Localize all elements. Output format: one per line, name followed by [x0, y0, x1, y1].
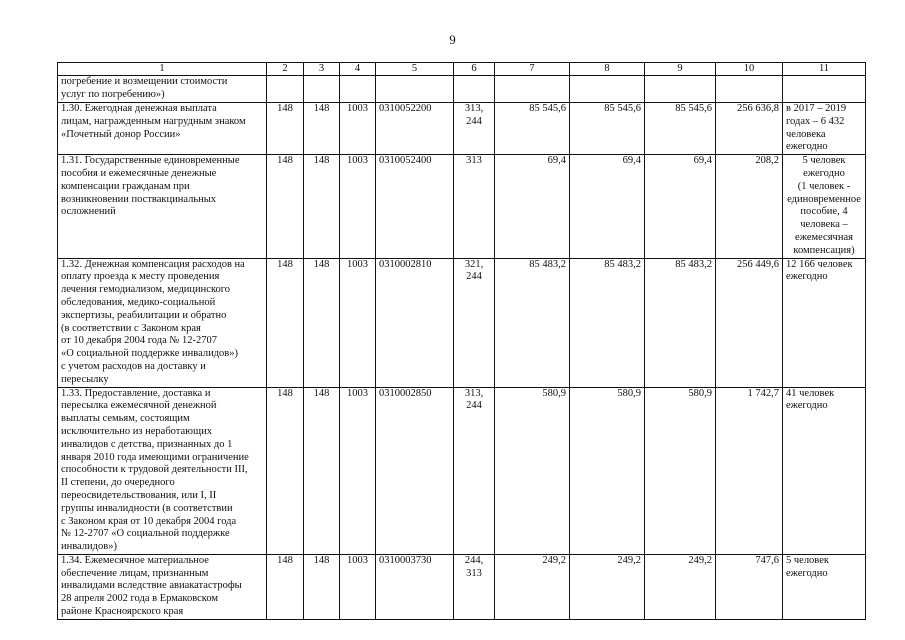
row-description: погребение и возмещении стоимости услуг по погребению»): [58, 76, 267, 103]
cell-col10: 256 449,6: [716, 258, 783, 387]
cell-col3: 148: [304, 554, 340, 619]
cell-col2: [267, 76, 304, 103]
cell-col4: 1003: [340, 155, 376, 258]
table-body: [58, 63, 866, 620]
cell-col2: 148: [267, 387, 304, 554]
cell-col9: 69,4: [645, 155, 716, 258]
row-description: 1.31. Государственные единовременные пособия и ежемесячные денежные компенсации гражданам при возникновении поствакцинальных осложнений: [58, 155, 267, 258]
cell-col7: 69,4: [495, 155, 570, 258]
cell-col5: 0310002810: [376, 258, 454, 387]
cell-col2: 148: [267, 103, 304, 155]
cell-col2: 148: [267, 258, 304, 387]
cell-col11: 12 166 человек ежегодно: [783, 258, 866, 387]
cell-col5: 0310052400: [376, 155, 454, 258]
column-header: 8: [570, 63, 645, 76]
cell-col5: 0310003730: [376, 554, 454, 619]
page-number: 9: [449, 32, 456, 47]
cell-col9: [645, 76, 716, 103]
column-header: 3: [304, 63, 340, 76]
table-header-row: [58, 63, 866, 76]
cell-col10: 208,2: [716, 155, 783, 258]
table-row: [58, 155, 866, 258]
column-header: 9: [645, 63, 716, 76]
table-row: [58, 76, 866, 103]
cell-col10: 747,6: [716, 554, 783, 619]
cell-col6: 313, 244: [454, 103, 495, 155]
cell-col10: 256 636,8: [716, 103, 783, 155]
table-row: [58, 554, 866, 619]
table-row: [58, 103, 866, 155]
table-row: [58, 258, 866, 387]
column-header: 6: [454, 63, 495, 76]
cell-col4: 1003: [340, 387, 376, 554]
cell-col6: 244, 313: [454, 554, 495, 619]
cell-col9: 580,9: [645, 387, 716, 554]
cell-col6: [454, 76, 495, 103]
cell-col8: 249,2: [570, 554, 645, 619]
cell-col7: 249,2: [495, 554, 570, 619]
column-header: 2: [267, 63, 304, 76]
cell-col8: 69,4: [570, 155, 645, 258]
column-header: 7: [495, 63, 570, 76]
cell-col2: 148: [267, 155, 304, 258]
cell-col7: [495, 76, 570, 103]
cell-col9: 85 483,2: [645, 258, 716, 387]
cell-col11: 41 человек ежегодно: [783, 387, 866, 554]
cell-col3: [304, 76, 340, 103]
cell-col6: 313, 244: [454, 387, 495, 554]
cell-col5: [376, 76, 454, 103]
cell-col7: 85 483,2: [495, 258, 570, 387]
column-header: 5: [376, 63, 454, 76]
cell-col8: [570, 76, 645, 103]
cell-col11: 5 человек ежегодно: [783, 554, 866, 619]
cell-col7: 85 545,6: [495, 103, 570, 155]
cell-col6: 313: [454, 155, 495, 258]
table-row: [58, 387, 866, 554]
cell-col8: 85 483,2: [570, 258, 645, 387]
cell-col2: 148: [267, 554, 304, 619]
cell-col11: [783, 76, 866, 103]
cell-col9: 249,2: [645, 554, 716, 619]
cell-col10: [716, 76, 783, 103]
cell-col5: 0310002850: [376, 387, 454, 554]
cell-col4: 1003: [340, 258, 376, 387]
cell-col3: 148: [304, 103, 340, 155]
budget-table: [57, 62, 866, 620]
cell-col5: 0310052200: [376, 103, 454, 155]
row-description: 1.30. Ежегодная денежная выплата лицам, награжденным нагрудным знаком «Почетный донор России»: [58, 103, 267, 155]
cell-col10: 1 742,7: [716, 387, 783, 554]
cell-col11: 5 человек ежегодно (1 человек - единовременное пособие, 4 человека – ежемесячная компенсация): [783, 155, 866, 258]
cell-col6: 321, 244: [454, 258, 495, 387]
row-description: 1.34. Ежемесячное материальное обеспечение лицам, признанным инвалидами вследствие авиакатастрофы 28 апреля 2002 года в Ермаковском районе Красноярского края: [58, 554, 267, 619]
cell-col4: 1003: [340, 554, 376, 619]
cell-col8: 580,9: [570, 387, 645, 554]
cell-col9: 85 545,6: [645, 103, 716, 155]
cell-col4: 1003: [340, 103, 376, 155]
column-header: 4: [340, 63, 376, 76]
cell-col3: 148: [304, 387, 340, 554]
row-description: 1.32. Денежная компенсация расходов на оплату проезда к месту проведения лечения гемодиализом, медицинского обследования, медико-социальной экспертизы, реабилитации и обратно (в соответствии с Законом края от 10 декабря 2004 года № 12-2707 «О социальной поддержке инвалидов») с учетом расходов на доставку и пересылку: [58, 258, 267, 387]
column-header: 1: [58, 63, 267, 76]
column-header: 11: [783, 63, 866, 76]
row-description: 1.33. Предоставление, доставка и пересылка ежемесячной денежной выплаты семьям, состоящим исключительно из неработающих инвалидов с детства, признанных до 1 января 2010 года имеющими ограничение способности к трудовой деятельности III, II степени, до очередного переосвидетельствования, или I, II группы инвалидности (в соответствии с Законом края от 10 декабря 2004 года № 12-2707 «О социальной поддержке инвалидов»): [58, 387, 267, 554]
column-header: 10: [716, 63, 783, 76]
cell-col7: 580,9: [495, 387, 570, 554]
cell-col4: [340, 76, 376, 103]
cell-col3: 148: [304, 155, 340, 258]
cell-col3: 148: [304, 258, 340, 387]
cell-col11: в 2017 – 2019 годах – 6 432 человека ежегодно: [783, 103, 866, 155]
cell-col8: 85 545,6: [570, 103, 645, 155]
